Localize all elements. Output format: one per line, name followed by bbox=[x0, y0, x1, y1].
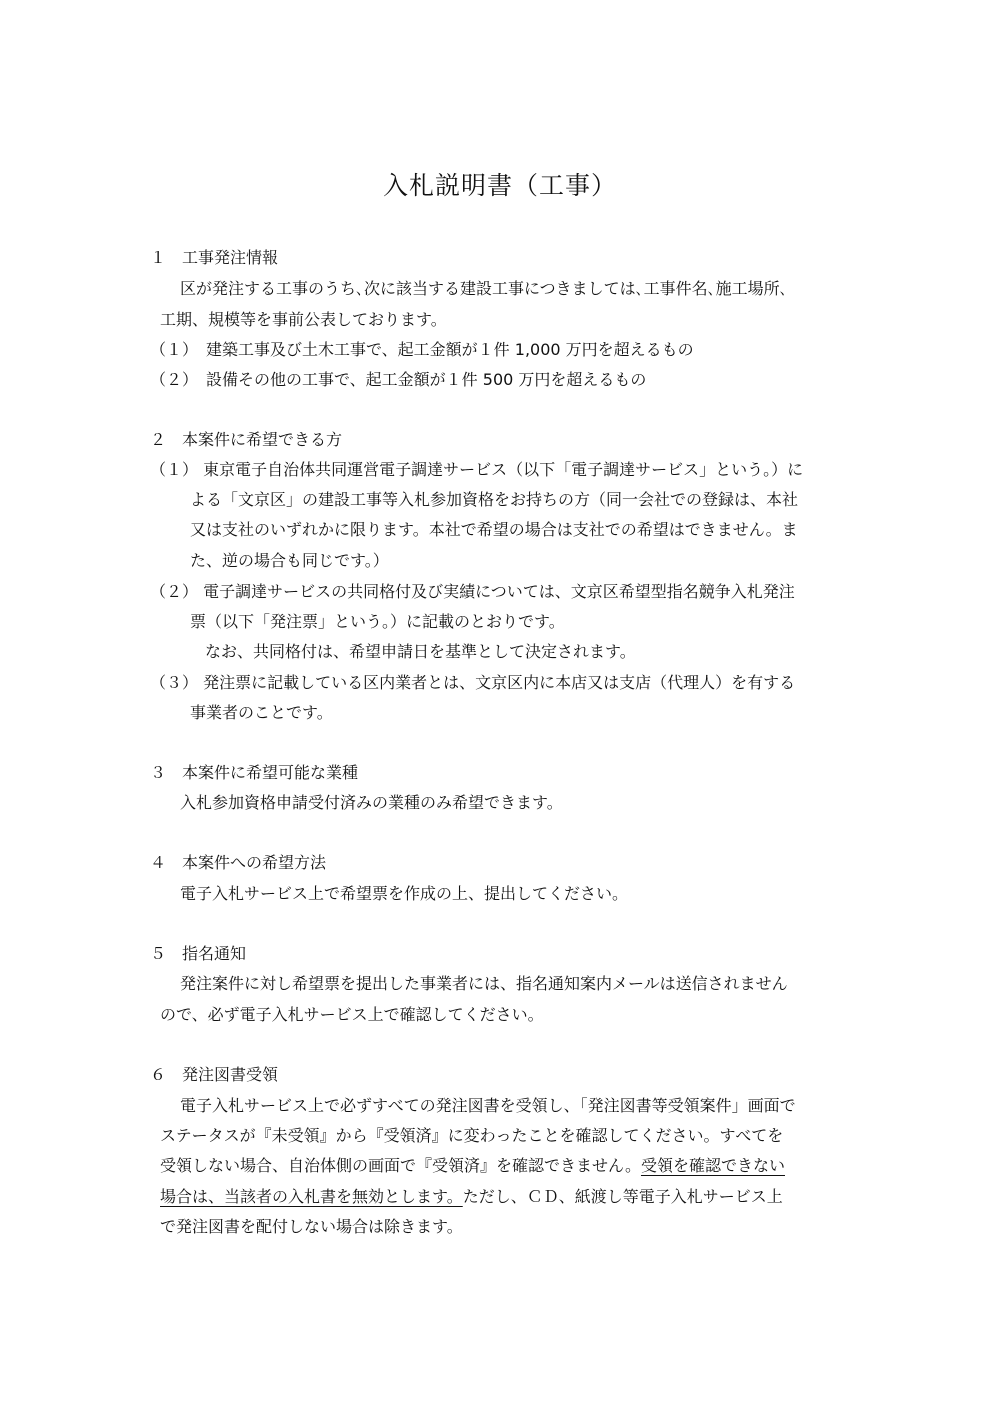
section-1-body-line-1: 区が発注する工事のうち､次に該当する建設工事につきましては､工事件名､施工場所､ bbox=[180, 279, 788, 298]
section-6-body-line-1: 電子入札サービス上で必ずすべての発注図書を受領し、「発注図書等受領案件」画面で bbox=[180, 1096, 796, 1115]
section-2-item-2-line-3: なお、共同格付は、希望申請日を基準として決定されます。 bbox=[205, 642, 636, 661]
section-3-heading: ３ 本案件に希望可能な業種 bbox=[150, 763, 359, 782]
section-3-body: 入札参加資格申請受付済みの業種のみ希望できます。 bbox=[180, 793, 563, 812]
section-2-item-3-line-1: （３） 発注票に記載している区内業者とは、文京区内に本店又は支店（代理人）を有する bbox=[150, 673, 796, 692]
page-title: 入札説明書（工事） bbox=[382, 171, 617, 200]
section-2-item-1-line-2: よる「文京区」の建設工事等入札参加資格をお持ちの方（同一会社での登録は、本社 bbox=[190, 490, 799, 509]
section-6-body-line-2: ステータスが『未受領』から『受領済』に変わったことを確認してください。すべてを bbox=[160, 1126, 784, 1145]
section-6-line-4-text: ただし、ＣＤ、紙渡し等電子入札サービス上 bbox=[462, 1187, 783, 1206]
section-2-item-2-line-2: 票（以下「発注票」という。）に記載のとおりです。 bbox=[190, 612, 565, 631]
section-2-item-1-line-3: 又は支社のいずれかに限ります。本社で希望の場合は支社での希望はできません。ま bbox=[190, 520, 798, 539]
section-4-heading: ４ 本案件への希望方法 bbox=[150, 853, 327, 872]
section-6-heading: ６ 発注図書受領 bbox=[150, 1065, 279, 1084]
section-4-body: 電子入札サービス上で希望票を作成の上、提出してください。 bbox=[180, 884, 629, 903]
section-6-underlined-text-cont: 場合は、当該者の入札書を無効とします。 bbox=[160, 1187, 463, 1206]
section-1-item-1: （１） 建築工事及び土木工事で、起工金額が１件 1,000 万円を超えるもの bbox=[150, 340, 694, 359]
section-6-body-line-3 bbox=[160, 1156, 785, 1176]
section-6-underlined-text: 受領を確認できない bbox=[640, 1156, 785, 1175]
section-2-heading: ２ 本案件に希望できる方 bbox=[150, 430, 343, 449]
section-1-body-line-2: 工期、規模等を事前公表しております。 bbox=[160, 310, 447, 329]
section-6-body-line-5: で発注図書を配付しない場合は除きます。 bbox=[160, 1217, 463, 1236]
section-5-body-line-2: ので、必ず電子入札サービス上で確認してください。 bbox=[160, 1005, 544, 1024]
section-2-item-3-line-2: 事業者のことです。 bbox=[190, 703, 333, 722]
section-6-line-3-text: 受領しない場合、自治体側の画面で『受領済』を確認できません。 bbox=[160, 1156, 641, 1175]
section-2-item-1-line-1: （１） 東京電子自治体共同運営電子調達サービス（以下「電子調達サービス」という。）に bbox=[150, 460, 804, 479]
section-6-body-line-4 bbox=[160, 1187, 783, 1207]
section-1-heading: １ 工事発注情報 bbox=[150, 248, 279, 267]
section-5-body-line-1: 発注案件に対し希望票を提出した事業者には、指名通知案内メールは送信されません bbox=[180, 974, 788, 993]
section-1-item-2: （２） 設備その他の工事で、起工金額が１件 500 万円を超えるもの bbox=[150, 370, 647, 389]
section-5-heading: ５ 指名通知 bbox=[150, 944, 247, 963]
section-2-item-2-line-1: （２） 電子調達サービスの共同格付及び実績については、文京区希望型指名競争入札発注 bbox=[150, 582, 795, 601]
section-2-item-1-line-4: た、逆の場合も同じです。） bbox=[190, 551, 389, 570]
